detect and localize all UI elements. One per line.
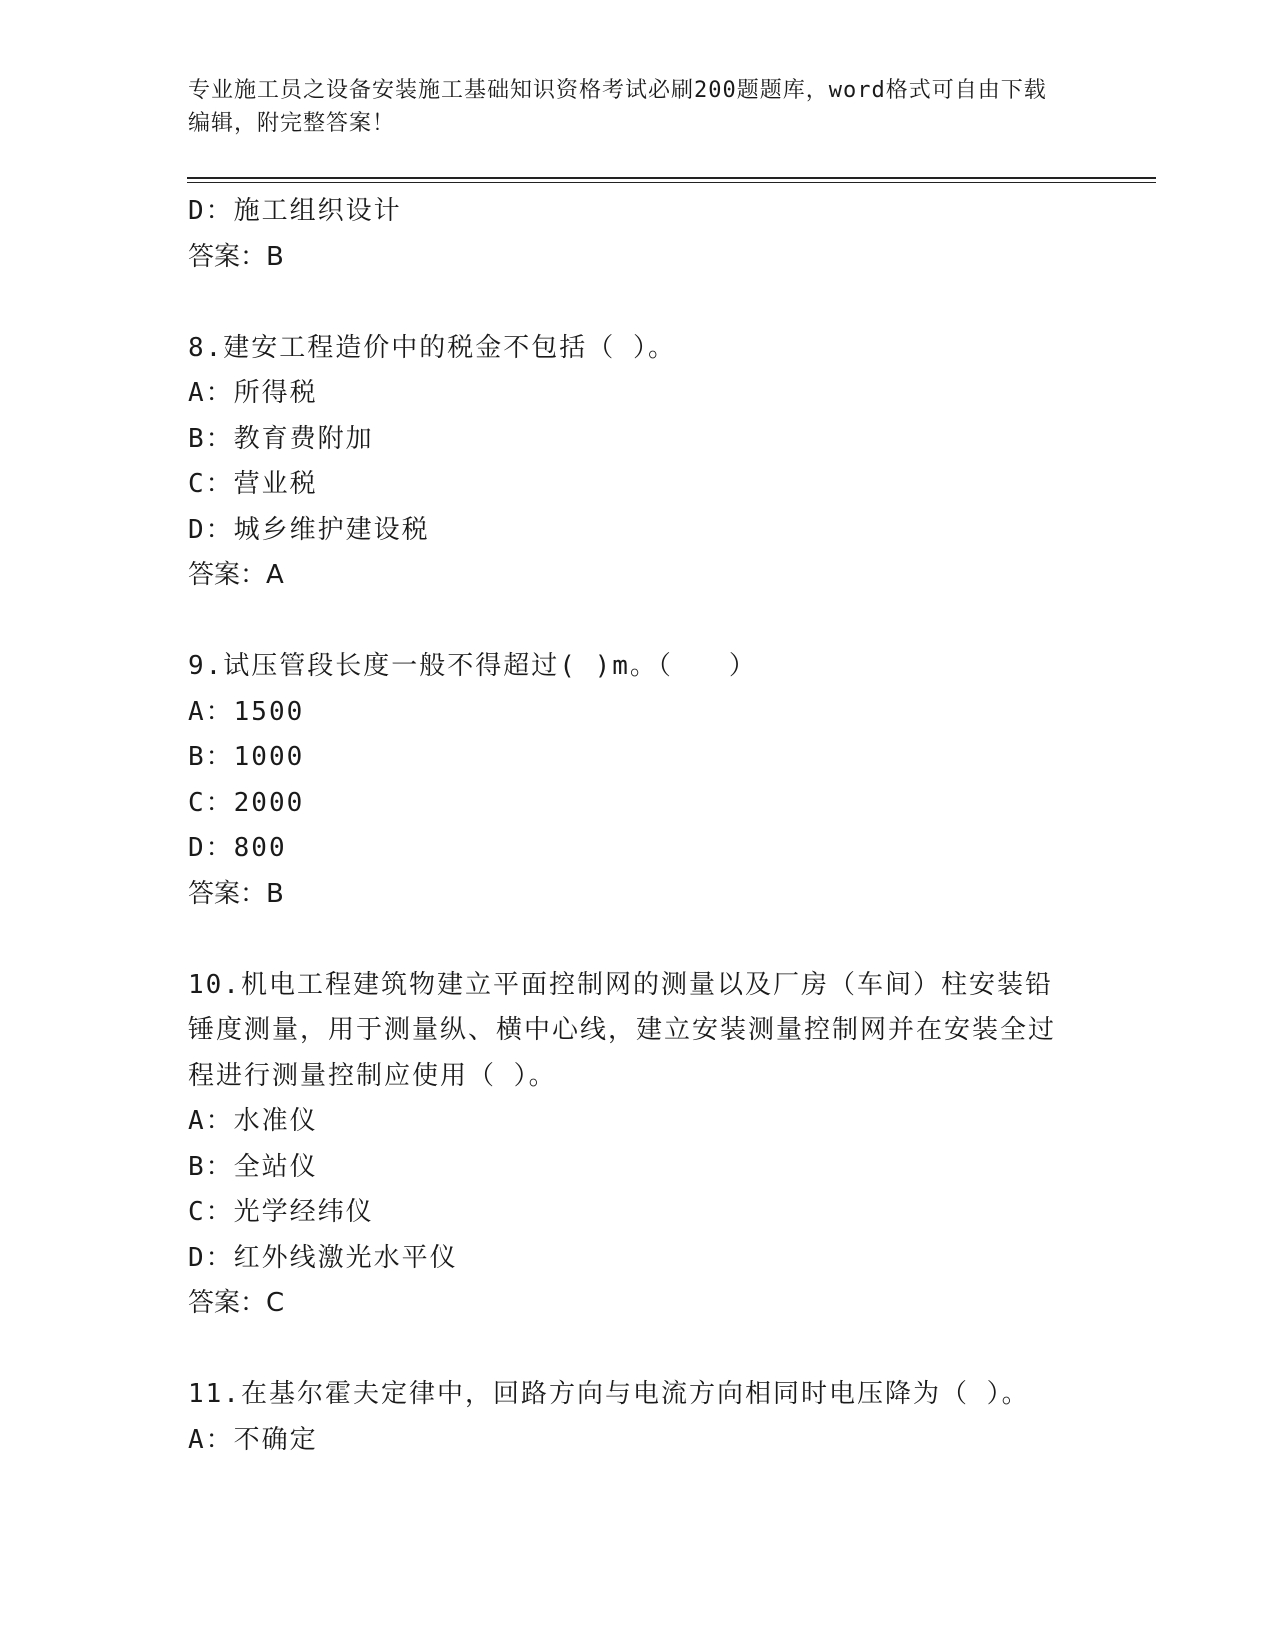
header-rule-thin	[187, 182, 1156, 183]
spacer	[188, 280, 1088, 326]
spacer	[188, 599, 1088, 645]
option-d: D：800	[188, 833, 287, 863]
answer-line: 答案：B	[188, 878, 284, 909]
option-c: C：2000	[188, 787, 305, 818]
option-b: B：全站仪	[188, 1151, 318, 1182]
option-b: B：1000	[188, 742, 305, 772]
option-a: A：水准仪	[188, 1106, 318, 1136]
answer-line: 答案：C	[188, 1288, 285, 1318]
page-header: 专业施工员之设备安装施工基础知识资格考试必刷200题题库，word格式可自由下载编辑，附完整答案！	[188, 78, 1047, 136]
spacer	[188, 917, 1088, 963]
question-list	[188, 189, 1088, 1463]
option-d: D：城乡维护建设税	[188, 514, 430, 545]
option-c: C：营业税	[188, 469, 318, 499]
question-stem: 11.在基尔霍夫定律中，回路方向与电流方向相同时电压降为（ ）。	[188, 1379, 1030, 1409]
option-d: D：红外线激光水平仪	[188, 1242, 458, 1273]
option-a: A：所得税	[188, 378, 318, 408]
question-stem: 10.机电工程建筑物建立平面控制网的测量以及厂房（车间）柱安装铅锤度测量，用于测量纵、横中心线，建立安装测量控制网并在安装全过程进行测量控制应使用（ ）。	[188, 969, 1057, 1091]
question-stem: 8.建安工程造价中的税金不包括（ ）。	[188, 332, 676, 363]
option-b: B：教育费附加	[188, 423, 374, 454]
answer-line: 答案：B	[188, 241, 284, 272]
answer-line: 答案：A	[188, 560, 284, 590]
question-stem: 9.试压管段长度一般不得超过( )m。（ ）	[188, 651, 757, 681]
option-d: D：施工组织设计	[188, 196, 402, 226]
option-c: C：光学经纬仪	[188, 1197, 374, 1227]
header-rule-thick	[187, 177, 1156, 179]
option-a: A：不确定	[188, 1424, 318, 1455]
option-a: A：1500	[188, 696, 305, 727]
spacer	[188, 1327, 1088, 1373]
